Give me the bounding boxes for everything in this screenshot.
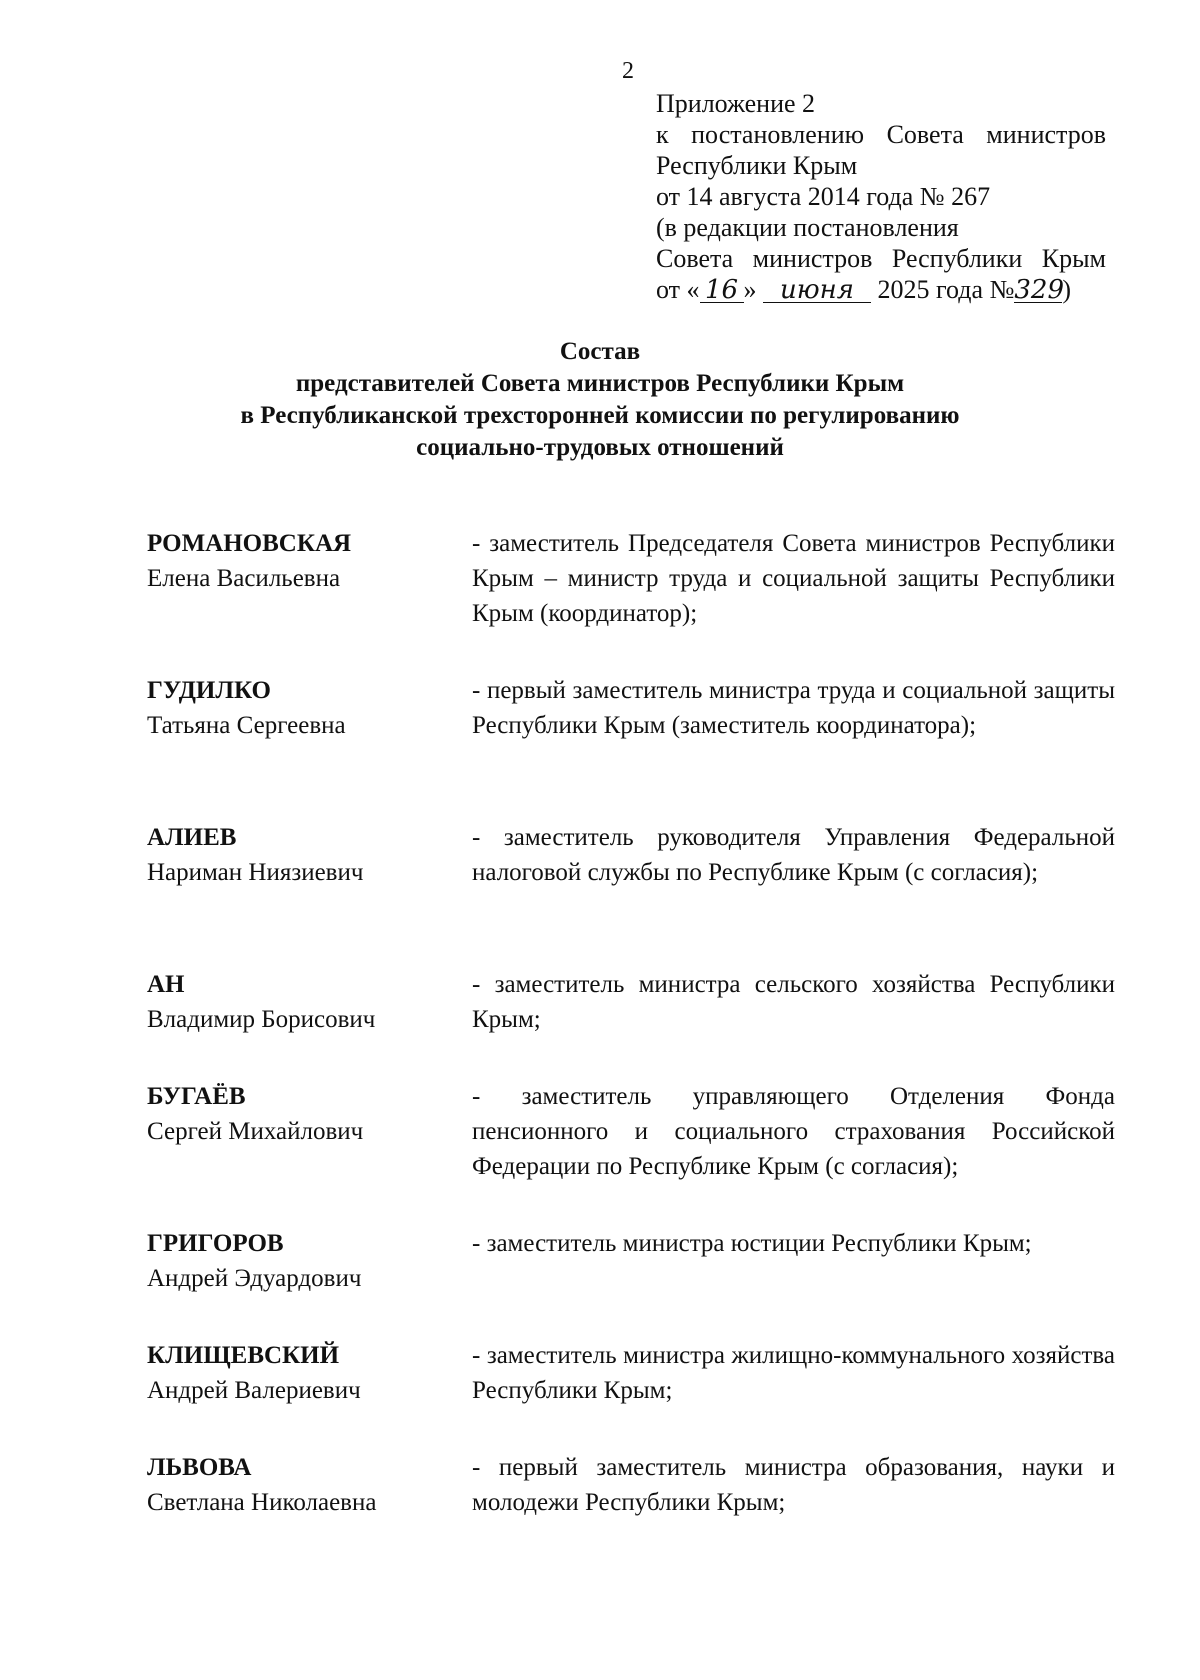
member-name — [147, 1226, 472, 1338]
member-role: - первый заместитель министра образования, науки и молодежи Республики Крым; — [472, 1454, 1115, 1516]
member-name — [147, 967, 472, 1079]
member-role: - заместитель Председателя Совета министров Республики Крым – министр труда и социальной защиты Республики Крым (координатор); — [472, 530, 1115, 627]
date-mid: » — [743, 275, 757, 304]
page-number: 2 — [622, 58, 634, 84]
member-role: - заместитель министра жилищно-коммунального хозяйства Республики Крым; — [472, 1342, 1115, 1404]
member-role: - заместитель руководителя Управления Федеральной налоговой службы по Республике Крым (с согласия); — [472, 824, 1115, 886]
member-entry — [147, 820, 1115, 967]
member-name — [147, 820, 472, 967]
member-surname: АЛИЕВ — [147, 824, 237, 851]
appendix-line-2: к постановлению Совета министров — [656, 120, 1106, 149]
member-entry — [147, 1338, 1115, 1450]
member-given-name: Нариман Ниязиевич — [147, 859, 364, 886]
member-surname: АН — [147, 971, 185, 998]
title-line-4: социально-трудовых отношений — [416, 434, 784, 461]
member-surname: КЛИЩЕВСКИЙ — [147, 1342, 340, 1369]
appendix-date-line — [656, 274, 1106, 305]
appendix-line-6: Совета министров Республики Крым — [656, 244, 1106, 273]
document-title — [0, 336, 1200, 464]
member-entry — [147, 1079, 1115, 1226]
member-role: - заместитель министра юстиции Республики Крым; — [472, 1230, 1032, 1257]
member-given-name: Светлана Николаевна — [147, 1489, 377, 1516]
member-role: - первый заместитель министра труда и социальной защиты Республики Крым (заместитель координатора); — [472, 677, 1115, 739]
member-role: - заместитель министра сельского хозяйства Республики Крым; — [472, 971, 1115, 1033]
member-name — [147, 1338, 472, 1450]
handwritten-month: июня — [763, 278, 871, 303]
handwritten-number: 329 — [1014, 275, 1065, 305]
member-entry — [147, 526, 1115, 673]
appendix-line-3: Республики Крым — [656, 151, 858, 180]
date-prefix: от « — [656, 275, 700, 304]
member-name — [147, 1450, 472, 1562]
member-given-name: Сергей Михайлович — [147, 1118, 364, 1145]
member-surname: ГРИГОРОВ — [147, 1230, 284, 1257]
member-name — [147, 526, 472, 673]
title-line-1: Состав — [559, 338, 641, 365]
title-line-2: представителей Совета министров Республики Крым — [295, 370, 905, 397]
member-entry — [147, 673, 1115, 820]
member-given-name: Татьяна Сергеевна — [147, 712, 346, 739]
appendix-line-5: (в редакции постановления — [656, 213, 959, 242]
member-surname: ЛЬВОВА — [147, 1454, 252, 1481]
date-year: 2025 года № — [877, 275, 1015, 304]
handwritten-day: 16 — [700, 278, 744, 303]
member-name — [147, 1079, 472, 1226]
member-given-name: Андрей Эдуардович — [147, 1265, 362, 1292]
member-given-name: Андрей Валериевич — [147, 1377, 361, 1404]
member-given-name: Владимир Борисович — [147, 1006, 376, 1033]
appendix-line-1: Приложение 2 — [656, 89, 816, 118]
member-surname: РОМАНОВСКАЯ — [147, 530, 352, 557]
member-entry — [147, 1226, 1115, 1338]
member-entry — [147, 1450, 1115, 1562]
title-line-3: в Республиканской трехсторонней комиссии по регулированию — [240, 402, 960, 429]
member-surname: ГУДИЛКО — [147, 677, 271, 704]
member-name — [147, 673, 472, 820]
date-suffix: ) — [1062, 275, 1072, 304]
appendix-header — [656, 88, 1106, 305]
member-given-name: Елена Васильевна — [147, 565, 341, 592]
member-surname: БУГАЁВ — [147, 1083, 246, 1110]
members-list — [147, 526, 1115, 1562]
appendix-line-4: от 14 августа 2014 года № 267 — [656, 182, 991, 211]
member-role: - заместитель управляющего Отделения Фонда пенсионного и социального страхования Российской Федерации по Республике Крым (с согласия); — [472, 1083, 1115, 1180]
member-entry — [147, 967, 1115, 1079]
